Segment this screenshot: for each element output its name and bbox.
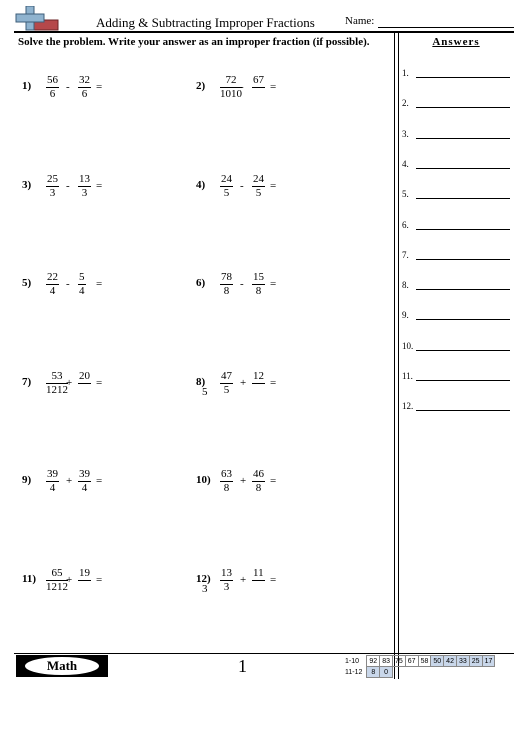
score-cell: 8 xyxy=(367,667,380,678)
problem-number: 5) xyxy=(22,277,32,289)
equals-sign: = xyxy=(270,574,277,586)
answer-number: 8. xyxy=(402,280,409,291)
problem-number: 7) xyxy=(22,376,32,388)
score-range-label: 11-12 xyxy=(345,668,363,676)
equals-sign: = xyxy=(270,377,277,389)
score-cell: 0 xyxy=(380,667,393,678)
denominator: 6 xyxy=(49,88,56,100)
equals-sign: = xyxy=(96,574,103,586)
instructions: Solve the problem. Write your answer as an improper fraction (if possible). xyxy=(18,36,370,48)
answer-row-3 xyxy=(402,129,514,143)
answer-blank[interactable] xyxy=(416,107,510,108)
answer-number: 10. xyxy=(402,340,414,351)
answer-blank[interactable] xyxy=(416,198,510,199)
problem-number: 11) xyxy=(22,573,37,585)
problem-10 xyxy=(196,468,366,508)
score-cell: 50 xyxy=(431,656,444,667)
answer-row-2 xyxy=(402,98,514,112)
first-fraction xyxy=(46,370,68,397)
answer-blank[interactable] xyxy=(416,289,510,290)
second-fraction xyxy=(252,567,265,581)
numerator: 56 xyxy=(47,74,58,86)
numerator: 25 xyxy=(47,173,58,185)
equals-sign: = xyxy=(270,475,277,487)
denominator: 3 xyxy=(81,187,88,199)
operator: - xyxy=(240,180,244,192)
problem-3 xyxy=(22,173,192,213)
score-cell: 67 xyxy=(405,656,418,667)
problem-number: 8) xyxy=(196,376,206,388)
header-divider xyxy=(14,31,514,33)
problem-number: 1) xyxy=(22,80,32,92)
problem-number: 6) xyxy=(196,277,206,289)
operator: + xyxy=(66,574,73,586)
second-fraction xyxy=(252,74,265,88)
first-fraction xyxy=(220,567,233,594)
operator: + xyxy=(240,377,247,389)
answer-blank[interactable] xyxy=(416,77,510,78)
numerator: 13 xyxy=(221,567,232,579)
first-fraction xyxy=(46,173,59,200)
second-fraction xyxy=(252,468,265,495)
first-fraction xyxy=(220,370,233,397)
answer-row-7 xyxy=(402,250,514,264)
denominator: 8 xyxy=(255,482,262,494)
numerator: 53 xyxy=(46,370,68,384)
worksheet-title: Adding & Subtracting Improper Fractions xyxy=(96,15,315,30)
problem-number: 10) xyxy=(196,474,211,486)
first-fraction xyxy=(46,271,59,298)
denominator: 4 xyxy=(81,482,88,494)
score-row xyxy=(343,656,495,667)
math-logo xyxy=(16,655,108,677)
score-cell: 17 xyxy=(482,656,495,667)
denominator: 4 xyxy=(49,482,56,494)
answer-blank[interactable] xyxy=(416,229,510,230)
name-field[interactable] xyxy=(378,27,514,28)
problem-5 xyxy=(22,271,192,311)
answer-blank[interactable] xyxy=(416,410,510,411)
operator: - xyxy=(240,278,244,290)
equals-sign: = xyxy=(96,475,103,487)
answer-row-4 xyxy=(402,159,514,173)
whole-number: 3 xyxy=(202,583,208,595)
answer-row-9 xyxy=(402,310,514,324)
problem-4 xyxy=(196,173,366,213)
numerator: 11 xyxy=(253,567,264,579)
answer-row-5 xyxy=(402,189,514,203)
denominator: 4 xyxy=(79,285,85,297)
numerator: 20 xyxy=(79,370,90,382)
answer-blank[interactable] xyxy=(416,168,510,169)
numerator: 78 xyxy=(221,271,232,283)
second-fraction xyxy=(78,468,91,495)
denominator: 8 xyxy=(223,482,230,494)
score-range-label: 1-10 xyxy=(345,657,360,665)
answer-number: 2. xyxy=(402,98,409,109)
numerator: 67 xyxy=(253,74,264,86)
numerator: 24 xyxy=(221,173,232,185)
answer-blank[interactable] xyxy=(416,350,510,351)
problem-12 xyxy=(196,567,366,607)
equals-sign: = xyxy=(96,278,103,290)
answer-number: 3. xyxy=(402,128,409,139)
answer-row-12 xyxy=(402,401,514,415)
problem-number: 12) xyxy=(196,573,211,585)
name-label: Name: xyxy=(345,15,375,27)
answer-row-10 xyxy=(402,341,514,355)
denominator: 8 xyxy=(255,285,262,297)
score-cell: 25 xyxy=(469,656,482,667)
problem-7 xyxy=(22,370,192,410)
first-fraction xyxy=(220,271,233,298)
answer-number: 4. xyxy=(402,158,409,169)
numerator: 39 xyxy=(79,468,90,480)
answer-number: 5. xyxy=(402,189,409,200)
operator: - xyxy=(240,81,244,93)
first-fraction xyxy=(46,468,59,495)
numerator: 19 xyxy=(79,567,90,579)
problem-number: 9) xyxy=(22,474,32,486)
second-fraction xyxy=(252,370,265,384)
math-brand-label: Math xyxy=(25,657,99,675)
numerator: 24 xyxy=(253,173,264,185)
second-fraction xyxy=(78,370,91,384)
answer-row-1 xyxy=(402,68,514,82)
numerator: 46 xyxy=(253,468,264,480)
problem-2 xyxy=(196,74,366,114)
problem-number: 4) xyxy=(196,179,206,191)
numerator: 63 xyxy=(221,468,232,480)
first-fraction xyxy=(220,173,233,200)
score-cell: 92 xyxy=(367,656,380,667)
page-number: 1 xyxy=(238,656,247,676)
numerator: 22 xyxy=(47,271,58,283)
score-table xyxy=(343,655,495,678)
problem-number: 2) xyxy=(196,80,206,92)
first-fraction xyxy=(220,74,242,101)
answer-number: 7. xyxy=(402,249,409,260)
score-cell: 42 xyxy=(444,656,457,667)
denominator: 3 xyxy=(223,581,230,593)
denominator: 3 xyxy=(49,187,56,199)
numerator: 72 xyxy=(220,74,242,88)
numerator: 47 xyxy=(221,370,232,382)
equals-sign: = xyxy=(96,81,103,93)
denominator: 5 xyxy=(223,187,230,199)
second-fraction xyxy=(78,567,91,581)
problem-6 xyxy=(196,271,366,311)
problem-8 xyxy=(196,370,366,410)
equals-sign: = xyxy=(270,81,277,93)
numerator: 65 xyxy=(46,567,68,581)
numerator: 12 xyxy=(253,370,264,382)
second-fraction xyxy=(78,173,91,200)
footer-divider xyxy=(14,653,514,654)
operator: + xyxy=(66,377,73,389)
denominator: 6 xyxy=(81,88,88,100)
score-cell: 33 xyxy=(456,656,469,667)
plus-minus-logo-icon xyxy=(14,6,60,32)
score-row xyxy=(343,667,495,678)
denominator: 4 xyxy=(49,285,56,297)
answer-blank[interactable] xyxy=(416,319,510,320)
operator: + xyxy=(66,475,73,487)
answer-blank[interactable] xyxy=(416,259,510,260)
answer-row-8 xyxy=(402,280,514,294)
problem-number: 3) xyxy=(22,179,32,191)
first-fraction xyxy=(220,468,233,495)
denominator: 1010 xyxy=(220,88,242,100)
answer-number: 1. xyxy=(402,68,409,78)
denominator: 8 xyxy=(223,285,230,297)
equals-sign: = xyxy=(270,180,277,192)
denominator: 1212 xyxy=(46,581,68,593)
whole-number: 5 xyxy=(202,386,208,398)
operator: - xyxy=(66,180,70,192)
second-fraction xyxy=(78,271,86,298)
score-cell: 83 xyxy=(380,656,393,667)
second-fraction xyxy=(252,271,265,298)
answer-number: 6. xyxy=(402,219,409,230)
answers-title: Answers xyxy=(432,36,480,48)
operator: - xyxy=(66,81,70,93)
operator: - xyxy=(66,278,70,290)
equals-sign: = xyxy=(270,278,277,290)
answer-blank[interactable] xyxy=(416,380,510,381)
second-fraction xyxy=(78,74,91,101)
equals-sign: = xyxy=(96,377,103,389)
denominator: 5 xyxy=(255,187,262,199)
score-cell: 58 xyxy=(418,656,431,667)
problem-1 xyxy=(22,74,192,114)
numerator: 39 xyxy=(47,468,58,480)
numerator: 13 xyxy=(79,173,90,185)
answer-number: 12. xyxy=(402,401,414,412)
problem-11 xyxy=(22,567,192,607)
answer-blank[interactable] xyxy=(416,138,510,139)
operator: + xyxy=(240,574,247,586)
first-fraction xyxy=(46,74,59,101)
first-fraction xyxy=(46,567,68,594)
numerator: 32 xyxy=(79,74,90,86)
numerator: 15 xyxy=(253,271,264,283)
column-divider xyxy=(394,32,395,679)
score-cell: 75 xyxy=(392,656,405,667)
answer-row-6 xyxy=(402,220,514,234)
operator: + xyxy=(240,475,247,487)
problem-9 xyxy=(22,468,192,508)
denominator: 1212 xyxy=(46,384,68,396)
denominator: 5 xyxy=(223,384,230,396)
answer-number: 9. xyxy=(402,310,409,321)
answer-number: 11. xyxy=(402,371,413,381)
second-fraction xyxy=(252,173,265,200)
column-divider xyxy=(398,32,399,679)
numerator: 5 xyxy=(79,271,85,283)
equals-sign: = xyxy=(96,180,103,192)
answer-row-11 xyxy=(402,371,514,385)
